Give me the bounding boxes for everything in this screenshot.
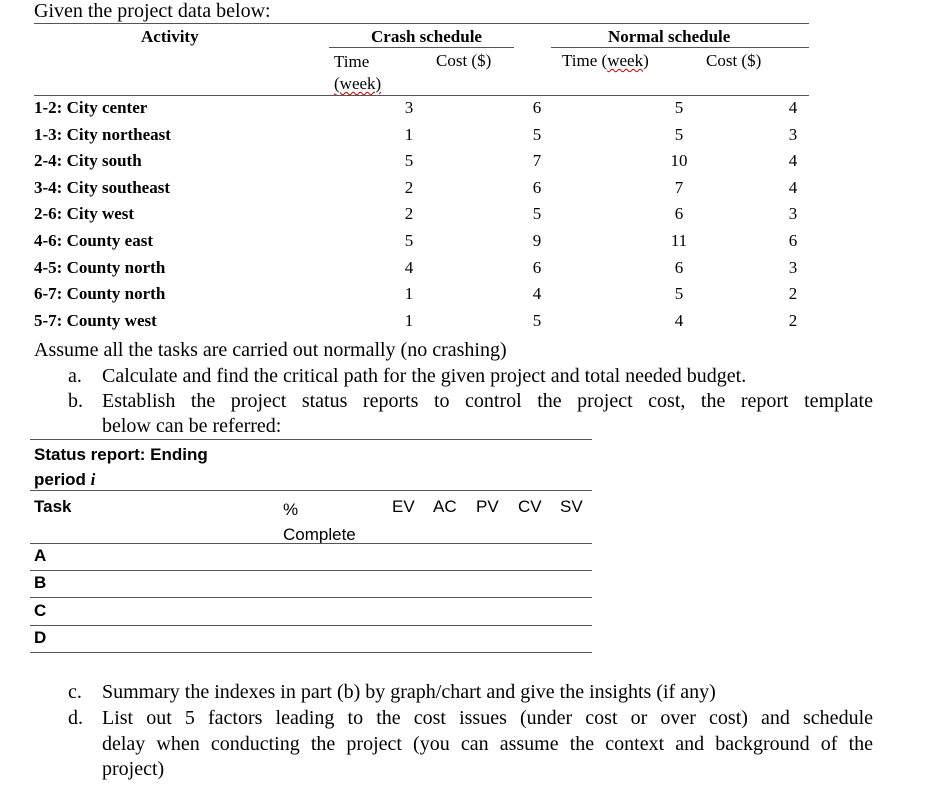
crash-cost-cell: 7 xyxy=(532,151,542,171)
activity-cell: 3-4: City southeast xyxy=(34,177,170,197)
normal-cost-cell: 3 xyxy=(788,204,798,224)
sub-normal-cost: Cost ($) xyxy=(706,51,762,70)
normal-time-cell: 6 xyxy=(674,204,684,224)
table-row xyxy=(0,258,947,284)
col-sv: SV xyxy=(560,497,583,516)
col-pct-line2: Complete xyxy=(283,525,356,544)
item-d-line2: delay when conducting the project (you can assume the context and background of the xyxy=(102,733,873,755)
intro-text: Given the project data below: xyxy=(34,0,271,22)
crash-time-cell: 5 xyxy=(404,151,414,171)
crash-time-cell: 5 xyxy=(404,231,414,250)
crash-cost-cell: 9 xyxy=(532,231,542,250)
item-b-letter: b. xyxy=(68,390,83,412)
normal-time-cell: 4 xyxy=(674,310,684,330)
normal-cost-cell: 2 xyxy=(788,284,798,304)
item-a-letter: a. xyxy=(68,365,82,387)
status-title-line2 xyxy=(34,470,95,490)
status-header-rule xyxy=(30,543,592,544)
sub-normal-time xyxy=(562,51,649,71)
normal-cost-cell: 4 xyxy=(788,151,798,171)
sub-crash-time-line1: Time xyxy=(334,52,370,71)
activity-cell: 2-6: City west xyxy=(34,204,135,224)
activity-cell: 2-4: City south xyxy=(34,151,142,171)
activity-cell: 4-6: County east xyxy=(34,231,153,250)
crash-cost-cell: 6 xyxy=(532,257,542,277)
normal-time-cell: 5 xyxy=(674,98,684,117)
crash-time-cell: 2 xyxy=(404,204,414,224)
crash-time-cell: 2 xyxy=(404,177,414,197)
table-row xyxy=(0,204,947,230)
normal-cost-cell: 4 xyxy=(788,98,798,117)
header-activity: Activity xyxy=(141,27,199,46)
status-row-rule xyxy=(30,625,592,626)
sub-crash-cost: Cost ($) xyxy=(436,51,492,70)
activity-cell: 1-3: City northeast xyxy=(34,124,171,144)
activity-cell: 4-5: County north xyxy=(34,257,166,277)
table-header-bottom-rule xyxy=(34,95,809,96)
crash-header-rule xyxy=(329,47,514,48)
status-task-label: D xyxy=(34,627,47,647)
item-d-line1: List out 5 factors leading to the cost issues (under cost or over cost) and schedule xyxy=(102,707,873,729)
status-task-label: A xyxy=(34,546,47,565)
item-c-letter: c. xyxy=(68,681,82,703)
normal-cost-cell: 2 xyxy=(788,310,798,330)
header-crash-schedule: Crash schedule xyxy=(371,27,482,46)
sub-crash-time-word: (week) xyxy=(334,74,382,93)
table-row xyxy=(0,98,947,124)
normal-cost-cell: 4 xyxy=(788,177,798,197)
item-d-letter: d. xyxy=(68,707,83,729)
crash-cost-cell: 4 xyxy=(532,284,542,304)
normal-time-cell: 10 xyxy=(670,151,688,171)
sub-crash-time-line2 xyxy=(334,73,381,95)
activity-cell: 6-7: County north xyxy=(34,284,166,304)
item-b-line1: Establish the project status reports to control the project cost, the report template xyxy=(102,390,873,412)
status-row-rule xyxy=(30,597,592,598)
normal-header-rule xyxy=(551,47,809,48)
status-task-label: C xyxy=(34,600,47,620)
sub-crash-time xyxy=(334,51,381,95)
header-normal-schedule: Normal schedule xyxy=(608,27,731,46)
status-task-label: B xyxy=(34,573,47,593)
crash-cost-cell: 6 xyxy=(532,177,542,197)
item-a-text: Calculate and find the critical path for the given project and total needed budget. xyxy=(102,365,747,387)
assume-text: Assume all the tasks are carried out normally (no crashing) xyxy=(34,339,507,361)
crash-time-cell: 1 xyxy=(404,284,414,304)
col-ac: AC xyxy=(433,497,457,516)
col-cv: CV xyxy=(518,497,542,516)
col-pct-line1: % xyxy=(283,500,299,519)
item-b-line2: below can be referred: xyxy=(102,415,282,437)
crash-time-cell: 3 xyxy=(404,98,414,117)
normal-cost-cell: 3 xyxy=(788,124,798,144)
normal-time-cell: 5 xyxy=(674,124,684,144)
status-title-line1: Status report: Ending xyxy=(34,445,208,464)
table-row xyxy=(0,311,947,337)
col-pct xyxy=(283,497,356,547)
sub-normal-time-prefix: Time ( xyxy=(562,51,608,70)
normal-time-cell: 6 xyxy=(674,257,684,277)
sub-normal-time-suffix: ) xyxy=(643,51,649,70)
item-c-text: Summary the indexes in part (b) by graph/chart and give the insights (if any) xyxy=(102,681,716,703)
activity-cell: 1-2: City center xyxy=(34,98,148,117)
col-task: Task xyxy=(34,497,72,516)
table-top-rule xyxy=(34,23,809,24)
crash-cost-cell: 5 xyxy=(532,310,542,330)
col-ev: EV xyxy=(392,497,415,516)
activity-cell: 5-7: County west xyxy=(34,310,157,330)
status-title-rule xyxy=(30,490,592,491)
crash-time-cell: 1 xyxy=(404,310,414,330)
status-top-rule xyxy=(30,439,592,440)
crash-cost-cell: 6 xyxy=(532,98,542,117)
crash-cost-cell: 5 xyxy=(532,204,542,224)
item-d-line3: project) xyxy=(102,758,165,780)
table-row xyxy=(0,151,947,177)
status-title-period: period xyxy=(34,470,91,489)
crash-time-cell: 4 xyxy=(404,257,414,277)
table-row xyxy=(0,125,947,151)
status-row-rule xyxy=(30,570,592,571)
sub-normal-time-word: week xyxy=(607,51,644,70)
table-row xyxy=(0,231,947,257)
table-row xyxy=(0,284,947,310)
crash-cost-cell: 5 xyxy=(532,124,542,144)
status-row-rule xyxy=(30,652,592,653)
normal-time-cell: 11 xyxy=(670,231,688,250)
crash-time-cell: 1 xyxy=(404,124,414,144)
normal-time-cell: 7 xyxy=(674,177,684,197)
normal-cost-cell: 3 xyxy=(788,257,798,277)
table-row xyxy=(0,178,947,204)
col-pv: PV xyxy=(476,497,499,516)
normal-cost-cell: 6 xyxy=(788,231,798,250)
status-title-var: i xyxy=(90,470,96,489)
normal-time-cell: 5 xyxy=(674,284,684,304)
